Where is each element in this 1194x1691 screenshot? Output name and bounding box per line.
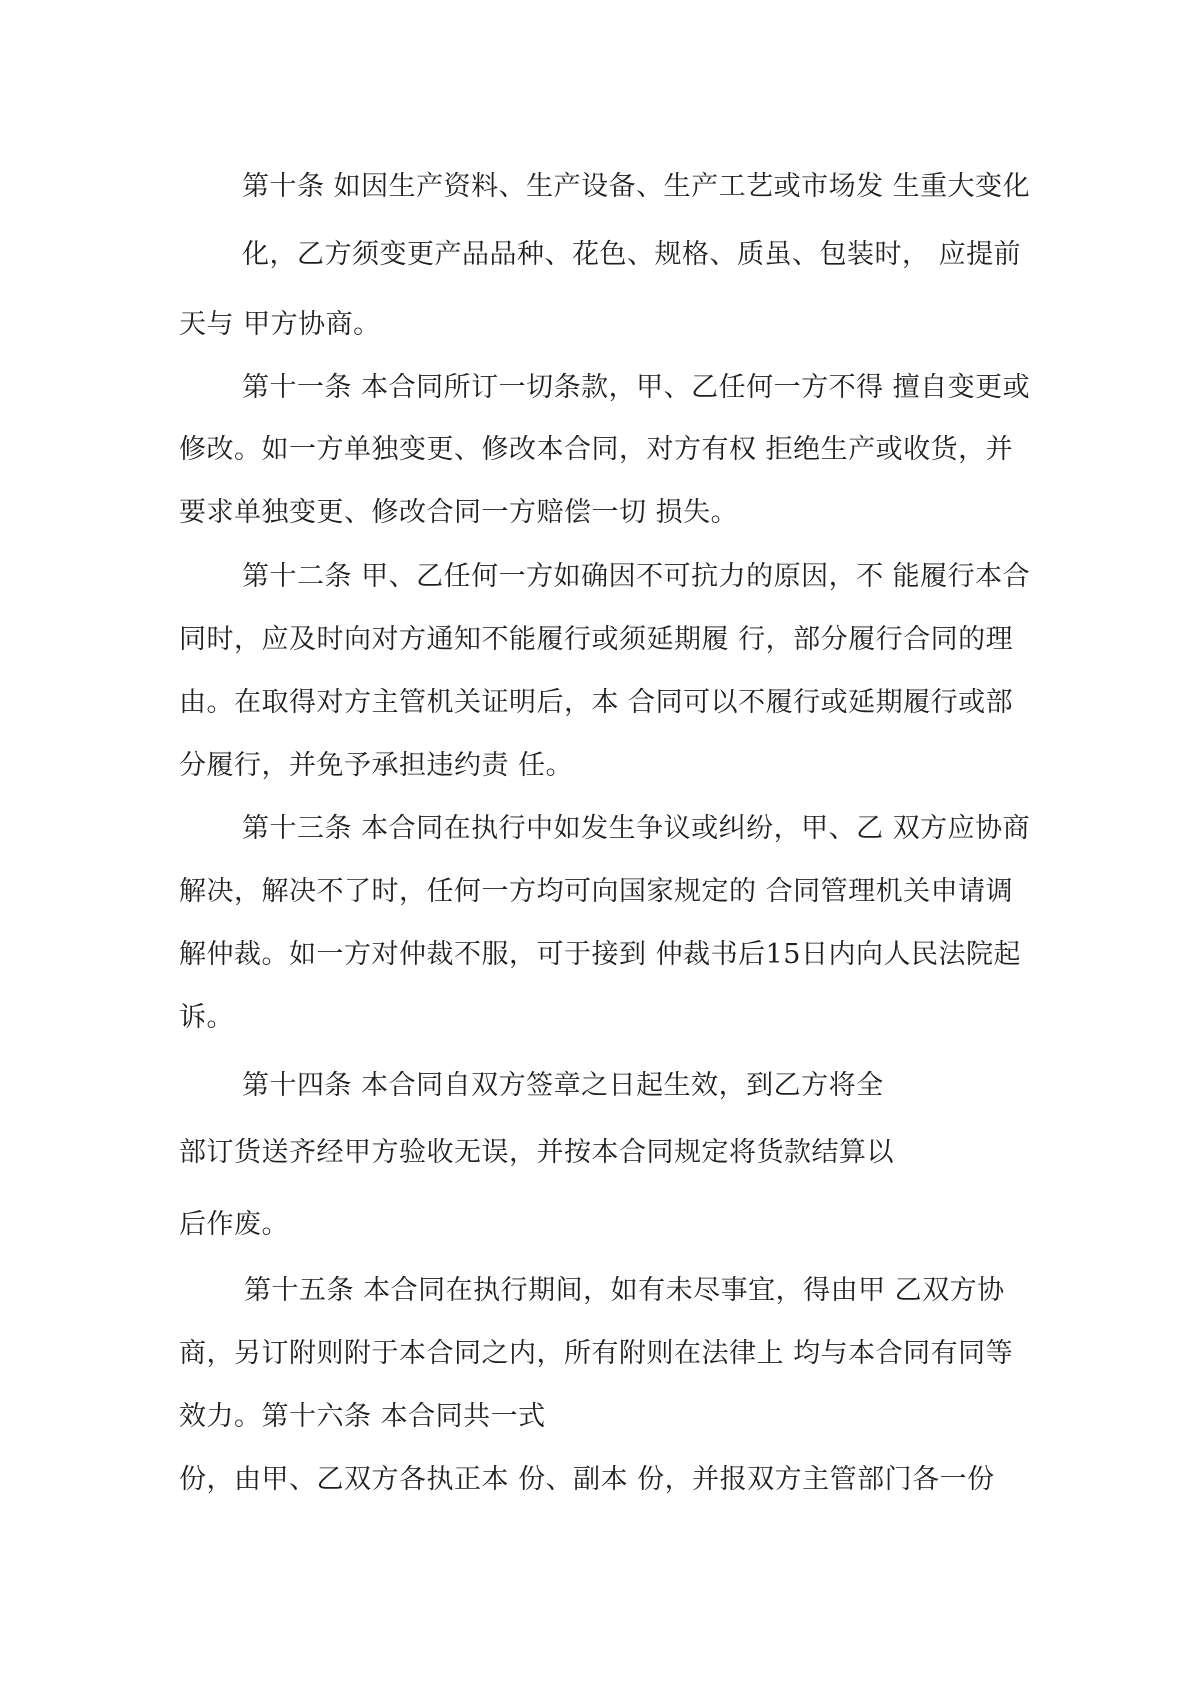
text-line: 效力。第十六条 本合同共一式: [179, 1401, 546, 1432]
text-line: 同时，应及时向对方通知不能履行或须延期履 行，部分履行合同的理: [179, 624, 1014, 655]
text-line: 分履行，并免予承担违约责 任。: [179, 750, 574, 781]
text-line: 第十条 如因生产资料、生产设备、生产工艺或市场发 生重大变化: [242, 171, 1031, 202]
text-line: 修改。如一方单独变更、修改本合同，对方有权 拒绝生产或收货，并: [179, 434, 1014, 465]
text-line: 天与 甲方协商。: [179, 309, 381, 340]
text-line: 部订货送齐经甲方验收无误，并按本合同规定将货款结算以: [179, 1137, 894, 1168]
text-line: 第十一条 本合同所订一切条款，甲、乙任何一方不得 擅自变更或: [242, 372, 1031, 403]
text-line: 第十二条 甲、乙任何一方如确因不可抗力的原因，不 能履行本合: [242, 561, 1031, 592]
text-line: 第十五条 本合同在执行期间，如有未尽事宜，得由甲 乙双方协: [244, 1275, 1005, 1306]
text-line: 解决，解决不了时，任何一方均可向国家规定的 合同管理机关申请调: [179, 876, 1014, 907]
text-line: 第十四条 本合同自双方签章之日起生效，到乙方将全: [242, 1070, 884, 1101]
text-line: 化，乙方须变更产品品种、花色、规格、质虽、包装时， 应提前: [242, 239, 1022, 270]
text-line: 解仲裁。如一方对仲裁不服，可于接到 仲裁书后15日内向人民法院起: [179, 939, 1021, 970]
text-line: 后作废。: [179, 1209, 289, 1240]
text-line: 诉。: [179, 1002, 234, 1033]
text-line: 第十三条 本合同在执行中如发生争议或纠纷，甲、乙 双方应协商: [242, 813, 1031, 844]
text-line: 要求单独变更、修改合同一方赔偿一切 损失。: [179, 497, 739, 528]
text-line: 由。在取得对方主管机关证明后，本 合同可以不履行或延期履行或部: [179, 687, 1014, 718]
text-line: 商，另订附则附于本合同之内，所有附则在法律上 均与本合同有同等: [179, 1338, 1014, 1369]
text-line: 份，由甲、乙双方各执正本 份、副本 份，并报双方主管部门各一份: [179, 1464, 995, 1495]
